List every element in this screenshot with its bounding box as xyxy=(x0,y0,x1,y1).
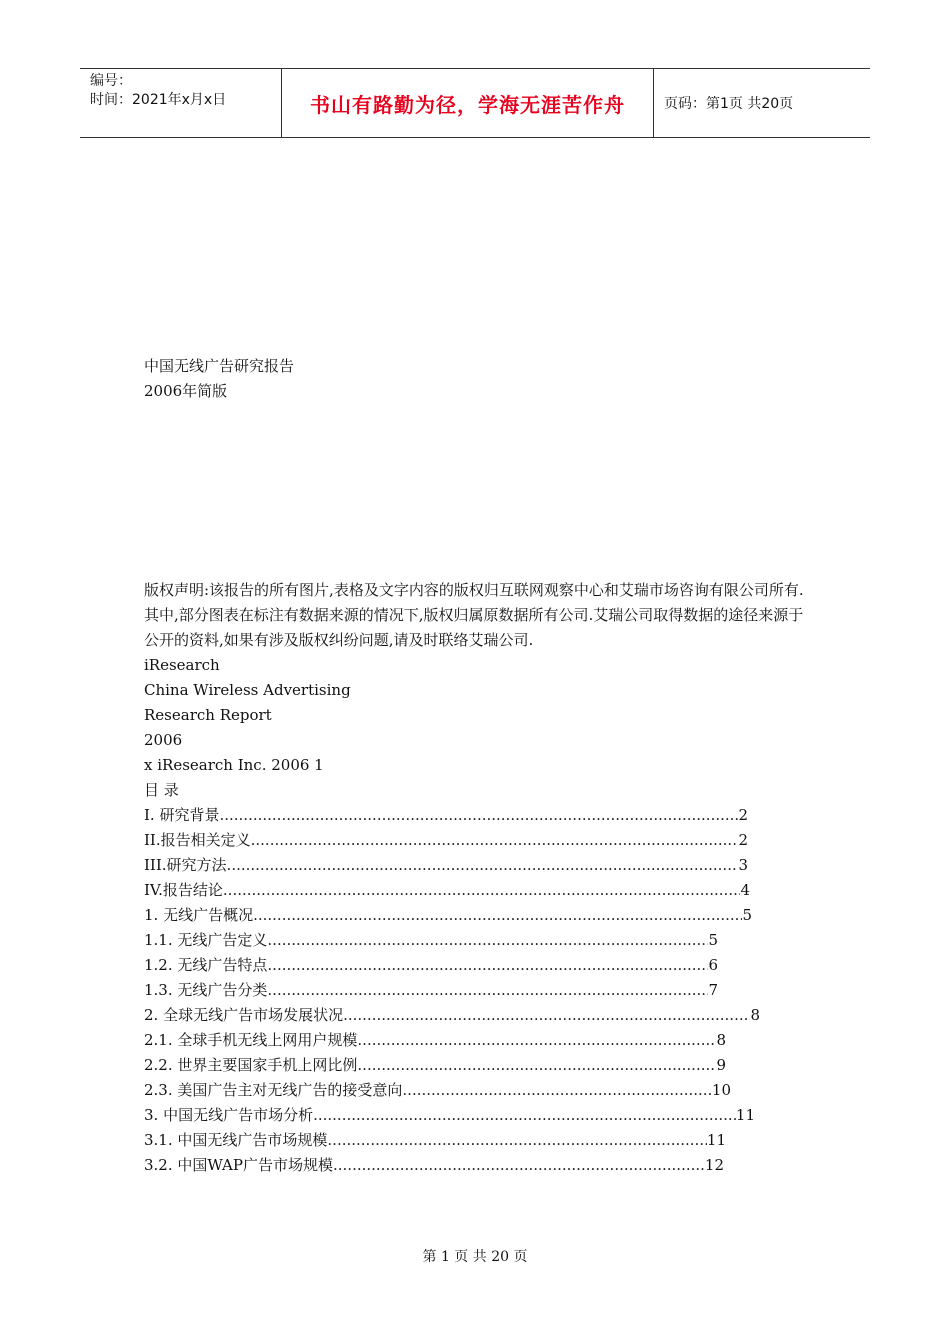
toc-leader-dots xyxy=(267,928,708,953)
toc-item[interactable] xyxy=(144,953,718,978)
toc-item[interactable] xyxy=(144,1003,760,1028)
toc-item-label: 2.2. 世界主要国家手机上网比例 xyxy=(144,1056,358,1074)
toc-item-label: I. 研究背景 xyxy=(144,806,220,824)
title-line-1: 中国无线广告研究报告 xyxy=(144,357,295,375)
toc-item[interactable] xyxy=(144,903,752,928)
toc-item-page: 6 xyxy=(708,956,718,974)
toc-item-label: 2.1. 全球手机无线上网用户规模 xyxy=(144,1031,358,1049)
toc-item-page: 12 xyxy=(704,1156,724,1174)
toc-leader-dots xyxy=(267,978,708,1003)
toc-item-page: 8 xyxy=(750,1006,760,1024)
toc-item[interactable] xyxy=(144,853,748,878)
toc-leader-dots xyxy=(227,853,739,878)
copyright-paragraph-2: 其中,部分图表在标注有数据来源的情况下,版权归属原数据所有公司.艾瑞公司取得数据的途径来源于 xyxy=(144,606,804,624)
toc-item-page: 11 xyxy=(735,1106,755,1124)
toc-leader-dots xyxy=(402,1078,712,1103)
toc-item-label: IV.报告结论 xyxy=(144,881,223,899)
english-line-5: x iResearch Inc. 2006 1 xyxy=(144,756,324,774)
toc-leader-dots xyxy=(357,1028,716,1053)
toc-item-page: 5 xyxy=(708,931,718,949)
copyright-paragraph-1: 版权声明:该报告的所有图片,表格及文字内容的版权归互联网观察中心和艾瑞市场咨询有限公司所有. xyxy=(144,581,804,599)
toc-leader-dots xyxy=(219,803,738,828)
toc-heading: 目 录 xyxy=(144,781,179,799)
toc-item-label: 1.2. 无线广告特点 xyxy=(144,956,268,974)
header-motto-cell xyxy=(282,69,654,137)
english-line-4: 2006 xyxy=(144,731,183,749)
english-line-3: Research Report xyxy=(144,706,272,724)
toc-item-page: 4 xyxy=(740,881,750,899)
toc-item-page: 7 xyxy=(708,981,718,999)
toc-leader-dots xyxy=(357,1053,716,1078)
toc-item[interactable] xyxy=(144,1078,731,1103)
toc-item-label: 3.1. 中国无线广告市场规模 xyxy=(144,1131,328,1149)
toc-list xyxy=(144,803,814,1178)
toc-item-page: 2 xyxy=(738,806,748,824)
toc-item-label: 2. 全球无线广告市场发展状况 xyxy=(144,1006,344,1024)
copyright-block xyxy=(144,578,814,1178)
toc-item-page: 11 xyxy=(706,1131,726,1149)
toc-item[interactable] xyxy=(144,1028,726,1053)
toc-item-label: III.研究方法 xyxy=(144,856,227,874)
toc-item[interactable] xyxy=(144,1128,726,1153)
toc-item-label: 1.3. 无线广告分类 xyxy=(144,981,268,999)
toc-item-label: 1.1. 无线广告定义 xyxy=(144,931,268,949)
toc-item[interactable] xyxy=(144,978,718,1003)
toc-leader-dots xyxy=(327,1128,707,1153)
toc-item-label: 2.3. 美国广告主对无线广告的接受意向 xyxy=(144,1081,403,1099)
time-label: 时间：2021年x月x日 xyxy=(90,92,227,108)
toc-item[interactable] xyxy=(144,828,748,853)
toc-item-page: 2 xyxy=(738,831,748,849)
toc-item-page: 3 xyxy=(738,856,748,874)
header-left-cell xyxy=(80,69,282,137)
toc-item[interactable] xyxy=(144,878,750,903)
toc-item-label: 1. 无线广告概况 xyxy=(144,906,254,924)
toc-item[interactable] xyxy=(144,1153,724,1178)
english-line-2: China Wireless Advertising xyxy=(144,681,351,699)
toc-item-label: II.报告相关定义 xyxy=(144,831,251,849)
toc-item-page: 5 xyxy=(742,906,752,924)
motto-text: 书山有路勤为径，学海无涯苦作舟 xyxy=(310,92,625,117)
toc-leader-dots xyxy=(343,1003,750,1028)
toc-item[interactable] xyxy=(144,1103,755,1128)
toc-leader-dots xyxy=(253,903,742,928)
number-label: 编号： xyxy=(90,73,132,89)
toc-item[interactable] xyxy=(144,1053,726,1078)
toc-item-page: 10 xyxy=(711,1081,731,1099)
page-header xyxy=(80,68,870,138)
toc-leader-dots xyxy=(223,878,741,903)
page-footer: 第 1 页 共 20 页 xyxy=(422,1249,528,1265)
toc-item[interactable] xyxy=(144,803,748,828)
english-line-1: iResearch xyxy=(144,656,220,674)
toc-leader-dots xyxy=(333,1153,705,1178)
copyright-paragraph-3: 公开的资料,如果有涉及版权纠纷问题,请及时联络艾瑞公司. xyxy=(144,631,534,649)
report-title xyxy=(144,354,294,404)
header-page-info: 页码：第1页 共20页 xyxy=(664,96,794,112)
toc-item[interactable] xyxy=(144,928,718,953)
toc-leader-dots xyxy=(267,953,708,978)
toc-item-label: 3.2. 中国WAP广告市场规模 xyxy=(144,1156,333,1174)
toc-leader-dots xyxy=(313,1103,736,1128)
toc-item-page: 8 xyxy=(716,1031,726,1049)
toc-item-page: 9 xyxy=(716,1056,726,1074)
toc-item-label: 3. 中国无线广告市场分析 xyxy=(144,1106,314,1124)
toc-leader-dots xyxy=(251,828,739,853)
title-line-2: 2006年简版 xyxy=(144,382,228,400)
